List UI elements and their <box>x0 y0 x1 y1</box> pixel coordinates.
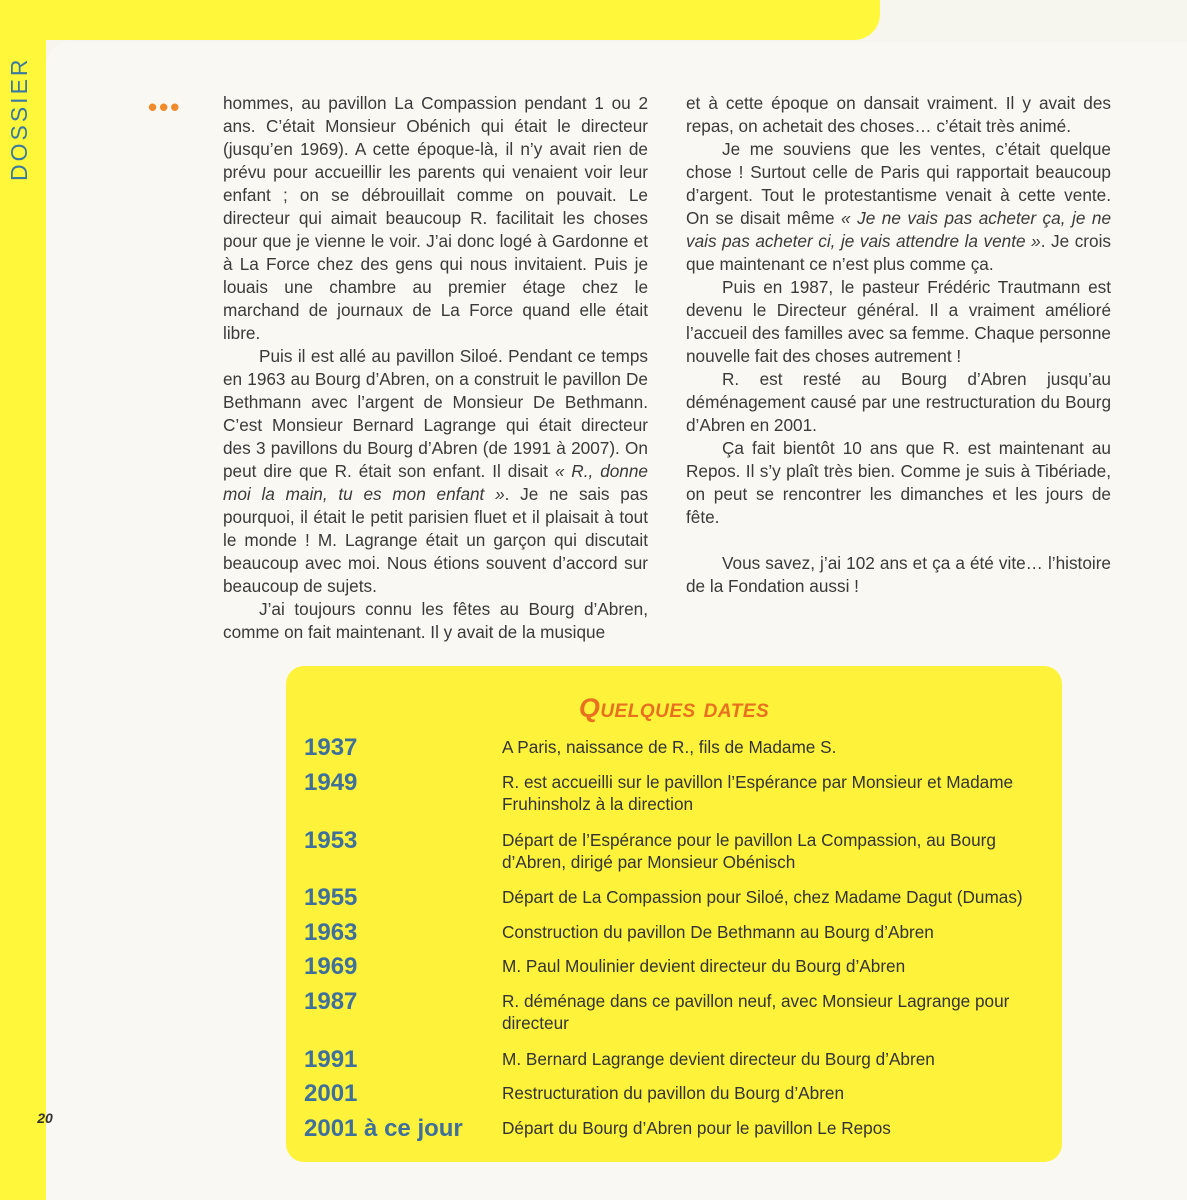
paragraph: J’ai toujours connu les fêtes au Bourg d’Abren, comme on fait maintenant. Il y avait de la musique <box>223 599 648 642</box>
date-year: 1953 <box>304 827 358 854</box>
date-year: 1991 <box>304 1046 358 1073</box>
yellow-frame-top <box>0 0 880 40</box>
date-year: 1963 <box>304 919 358 946</box>
paragraph: et à cette époque on dansait vraiment. Il y avait des repas, on achetait des choses… c’était très animé. <box>686 93 1111 136</box>
date-text: Construction du pavillon De Bethmann au Bourg d’Abren <box>502 922 934 942</box>
paragraph: Puis il est allé au pavillon Siloé. Pendant ce temps en 1963 au Bourg d’Abren, on a construit le pavillon De Bethmann avec l’argent de Monsieur De Bethmann. C’est Monsieur Bernard Lagrange qui était directeur des 3 pavillons du Bourg d’Abren (de 1991 à 2007). On peut dire que R. était son enfant. Il disait « R., donne moi la main, tu es mon enfant ». Je ne sais pas pourquoi, il était le petit parisien fluet et il plaisait à tout le monde ! M. Lagrange était un garçon qui discutait beaucoup avec moi. Nous étions souvent d’accord sur beaucoup de sujets. <box>223 346 648 596</box>
date-year: 1937 <box>304 734 358 761</box>
date-year: 2001 à ce jour <box>304 1115 463 1142</box>
date-text: Départ du Bourg d’Abren pour le pavillon Le Repos <box>502 1118 891 1138</box>
date-year: 1949 <box>304 769 358 796</box>
date-text: Départ de l’Espérance pour le pavillon La Compassion, au Bourg d’Abren, dirigé par Monsieur Obénisch <box>502 830 996 872</box>
paragraph: R. est resté au Bourg d’Abren jusqu’au déménagement causé par une restructuration du Bourg d’Abren en 2001. <box>686 369 1111 435</box>
date-text: R. est accueilli sur le pavillon l’Espérance par Monsieur et Madame Fruhinsholz à la direction <box>502 772 1014 814</box>
date-text: Restructuration du pavillon du Bourg d’Abren <box>502 1083 845 1103</box>
quote: « Je ne vais pas acheter ça, je ne vais pas acheter ci, je vais attendre la vente » <box>686 208 1112 251</box>
right-column <box>686 92 1111 598</box>
paragraph: hommes, au pavillon La Compassion pendant 1 ou 2 ans. C’était Monsieur Obénich qui était le directeur (jusqu’en 1969). A cette époque-là, il n’y avait rien de prévu pour accueillir les parents qui venaient voir leur enfant ; on se débrouillait comme on pouvait. Le directeur qui aimait beaucoup R. facilitait les choses pour que je vienne le voir. J’ai donc logé à Gardonne et à La Force chez des gens qui nous invitaient. Puis je louais une chambre au premier étage chez le marchand de journaux de La Force quand elle était libre. <box>223 93 648 343</box>
page-number: 20 <box>37 1110 53 1126</box>
date-text: R. déménage dans ce pavillon neuf, avec Monsieur Lagrange pour directeur <box>502 991 1010 1033</box>
section-label: DOSSIER <box>6 56 32 182</box>
left-column <box>223 92 648 644</box>
dates-box <box>286 666 1062 1162</box>
date-text: M. Bernard Lagrange devient directeur du Bourg d’Abren <box>502 1049 935 1069</box>
paragraph: Je me souviens que les ventes, c’était quelque chose ! Surtout celle de Paris qui rapportait beaucoup d’argent. Tout le protestantisme venait à cette vente. On se disait même « Je ne vais pas acheter ça, je ne vais pas acheter ci, je vais attendre la vente ». Je crois que maintenant ce n’est plus comme ça. <box>686 139 1112 274</box>
date-year: 2001 <box>304 1080 358 1107</box>
date-year: 1955 <box>304 884 358 911</box>
paragraph: Puis en 1987, le pasteur Frédéric Trautmann est devenu le Directeur général. Il a vraiment amélioré l’accueil des familles avec sa femme. Chaque personne nouvelle fait des choses autrement ! <box>686 277 1111 366</box>
date-year: 1987 <box>304 988 358 1015</box>
continuation-dots: ••• <box>148 92 182 122</box>
paragraph: Ça fait bientôt 10 ans que R. est maintenant au Repos. Il s’y plaît très bien. Comme je suis à Tibériade, on peut se rencontrer les dimanches et les jours de fête. <box>686 438 1111 527</box>
date-text: A Paris, naissance de R., fils de Madame S. <box>502 737 837 757</box>
date-year: 1969 <box>304 953 358 980</box>
date-text: M. Paul Moulinier devient directeur du Bourg d’Abren <box>502 956 906 976</box>
paragraph: Vous savez, j’ai 102 ans et ça a été vite… l’histoire de la Fondation aussi ! <box>686 553 1111 596</box>
date-text: Départ de La Compassion pour Siloé, chez Madame Dagut (Dumas) <box>502 887 1023 907</box>
quote: « R., donne moi la main, tu es mon enfant » <box>223 461 648 504</box>
dates-title: Quelques dates <box>578 693 770 723</box>
